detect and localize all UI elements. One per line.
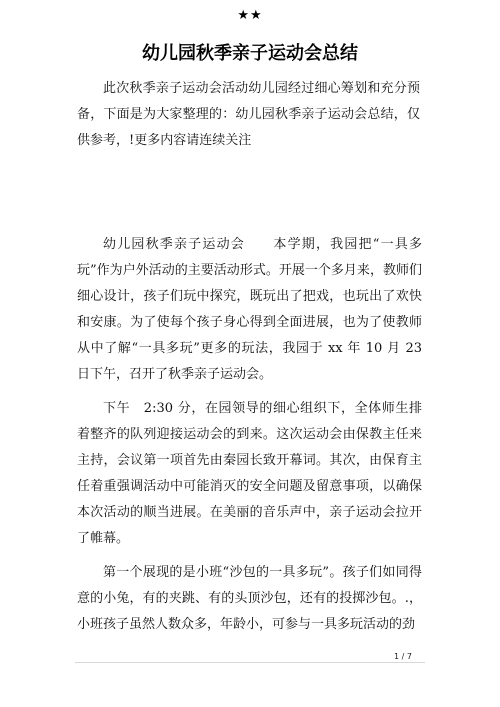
- intro-block: [77, 76, 420, 162]
- header-stars: ★★: [237, 8, 263, 23]
- body-paragraph-3: 第一个展现的是小班“沙包的一具多玩”。孩子们如同得意的小兔，有的夹跳、有的头顶沙包，还有的投掷沙包。.，小班孩子虽然人数众多，年龄小，可参与一具多玩活动的劲: [77, 565, 422, 632]
- page-number: 1 / 7: [394, 652, 412, 661]
- body-paragraph-1: 幼儿园秋季亲子运动会 本学期，我园把“一具多玩”作为户外活动的主要活动形式。开展一个多月来，教师们细心设计，孩子们玩中探究，既玩出了把戏，也玩出了欢快和安康。为了使每个孩子身心得到全面进展，也为了使教师从中了解“一具多玩”更多的玩法，我园于 xx 年 10 月 23 日下午，召开了秋季亲子运动会。: [77, 237, 422, 382]
- footer-divider: [75, 662, 425, 663]
- document-body: [77, 232, 422, 646]
- intro-paragraph: 此次秋季亲子运动会活动幼儿园经过细心筹划和充分预备，下面是为大家整理的：幼儿园秋季亲子运动会总结，仅供参考，!更多内容请连续关注: [77, 81, 420, 148]
- document-title: 幼儿园秋季亲子运动会总结: [142, 43, 358, 64]
- body-paragraph-2: 下午 2:30 分，在园领导的细心组织下，全体师生排着整齐的队列迎接运动会的到来。这次运动会由保教主任来主持，会议第一项首先由秦园长致开幕词。其次，由保育主任着重强调活动中可能消灭的安全问题及留意事项，以确保本次活动的顺当进展。在美丽的音乐声中，亲子运动会拉开了帷幕。: [77, 401, 422, 546]
